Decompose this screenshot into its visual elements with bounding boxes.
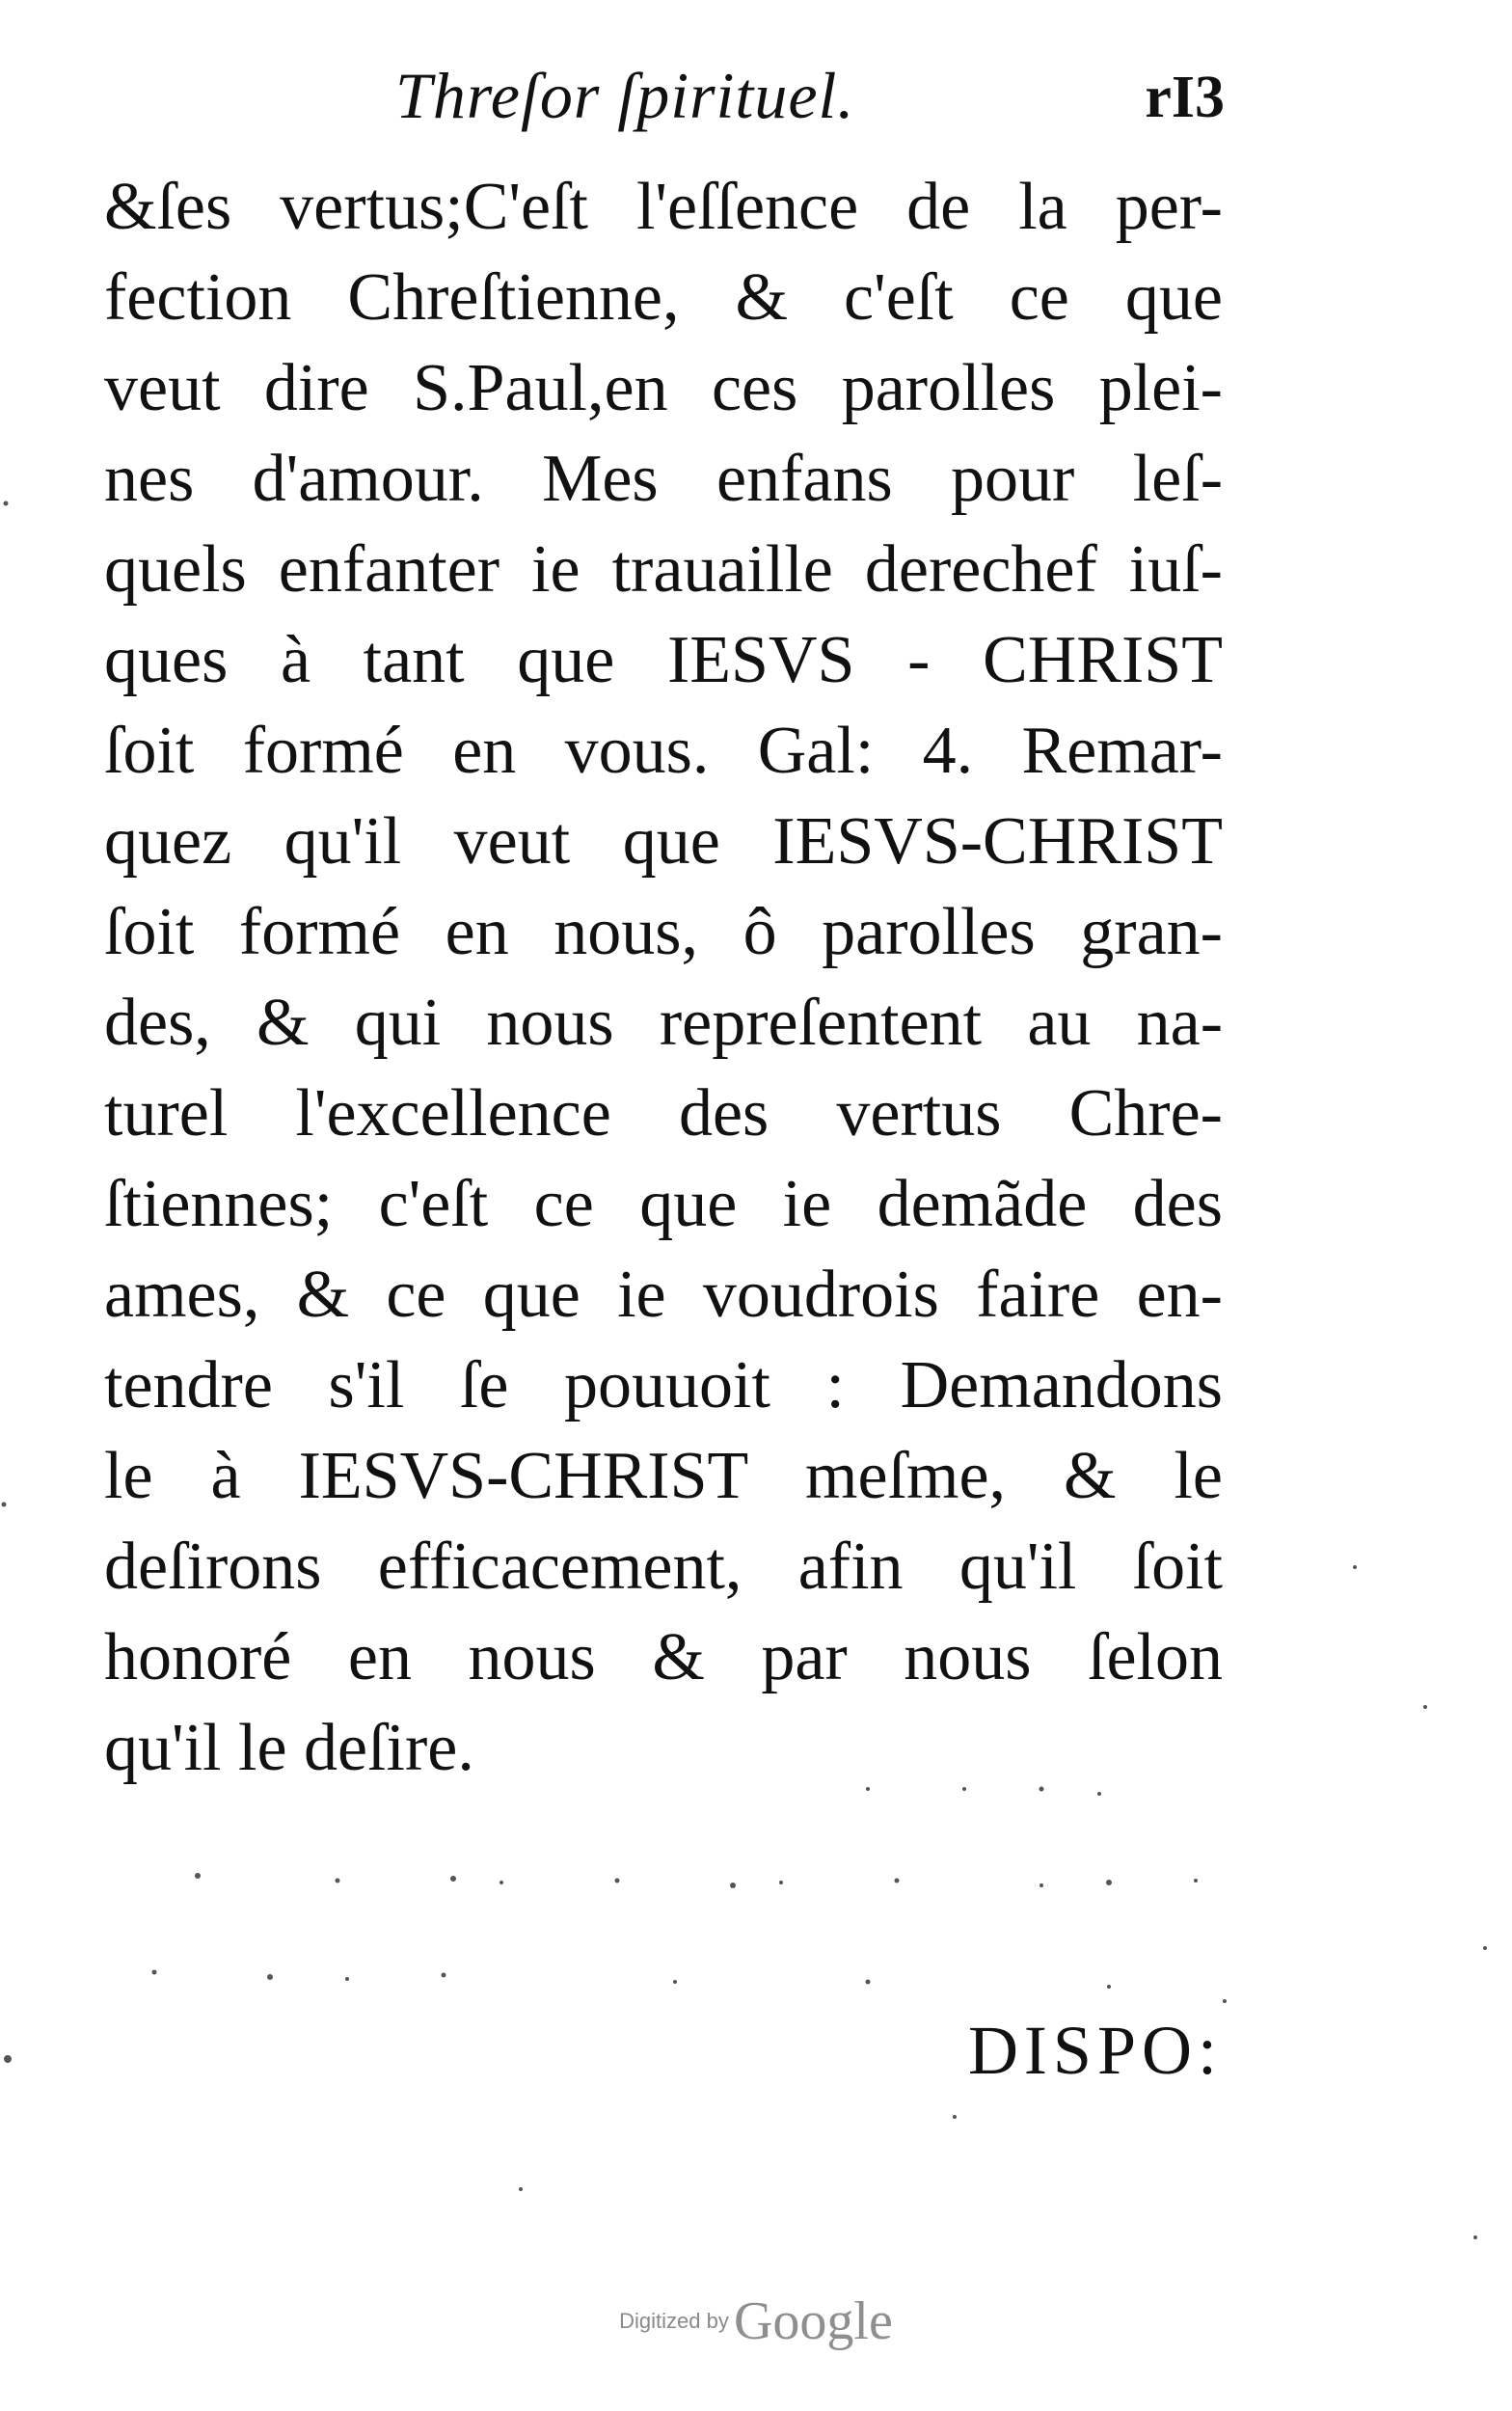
text-line: qu'il le deſire.: [104, 1711, 474, 1785]
text-line: &ſes vertus;C'eſt l'eſſence de la per-: [104, 170, 1223, 244]
text-line: des, & qui nous repreſentent au na-: [104, 986, 1223, 1060]
page-number: rI3: [1145, 65, 1225, 130]
text-line: nes d'amour. Mes enfans pour leſ-: [104, 442, 1223, 516]
text-line: ſtiennes; c'eſt ce que ie demãde des: [104, 1167, 1223, 1241]
page-header: [106, 58, 1225, 145]
text-line: quez qu'il veut que IESVS-CHRIST: [104, 804, 1223, 879]
text-line: fection Chreſtienne, & c'eſt ce que: [104, 260, 1223, 335]
watermark-prefix: Digitized by: [619, 2309, 729, 2333]
text-line: le à IESVS-CHRIST meſme, & le: [104, 1439, 1223, 1513]
digitized-watermark: [0, 2290, 1512, 2352]
text-line: ſoit formé en vous. Gal: 4. Remar-: [104, 714, 1223, 788]
text-line: veut dire S.Paul,en ces parolles plei-: [104, 351, 1223, 425]
google-logo: Google: [733, 2291, 893, 2351]
text-line: ames, & ce que ie voudrois faire en-: [104, 1258, 1223, 1332]
text-line: ques à tant que IESVS - CHRIST: [104, 623, 1223, 697]
body-text: [104, 162, 1223, 1794]
text-line: deſirons efficacement, afin qu'il ſoit: [104, 1530, 1223, 1604]
text-line: ſoit formé en nous, ô parolles gran-: [104, 895, 1223, 969]
text-line: tendre s'il ſe pouuoit : Demandons: [104, 1348, 1223, 1422]
text-line: honoré en nous & par nous ſelon: [104, 1620, 1223, 1694]
text-line: turel l'excellence des vertus Chre-: [104, 1076, 1223, 1151]
catchword: DISPO:: [967, 2012, 1223, 2089]
running-title: Threſor ſpirituel.: [395, 59, 855, 132]
text-line: quels enfanter ie trauaille derechef iuſ-: [104, 532, 1223, 607]
